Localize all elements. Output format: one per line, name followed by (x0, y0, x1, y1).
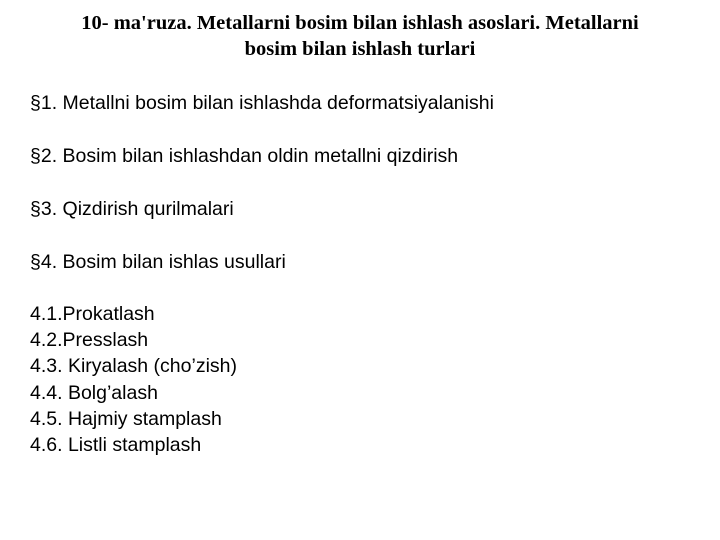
subsection-4-2: 4.2.Presslash (30, 329, 149, 352)
subsection-4-6: 4.6. Listli stamplash (30, 434, 202, 457)
subsection-4-5: 4.5. Hajmiy stamplash (30, 407, 222, 430)
lecture-title (20, 10, 700, 62)
section-1: §1. Metallni bosim bilan ishlashda deformatsiyalanishi (30, 92, 494, 114)
section-2: §2. Bosim bilan ishlashdan oldin metallni qizdirish (30, 145, 459, 167)
section-4: §4. Bosim bilan ishlas usullari (30, 251, 286, 273)
lecture-title-line-1: 10- ma'ruza. Metallarni bosim bilan ishlash asoslari. Metallarni (81, 12, 639, 34)
subsection-4-1: 4.1.Prokatlash (30, 303, 155, 325)
subsection-4-4: 4.4. Bolg’alash (30, 381, 158, 404)
subsection-4-3: 4.3. Kiryalash (cho’zish) (30, 355, 237, 378)
subsection-list (30, 301, 237, 458)
lecture-title-line-2: bosim bilan ishlash turlari (244, 38, 476, 60)
section-3: §3. Qizdirish qurilmalari (30, 198, 234, 220)
